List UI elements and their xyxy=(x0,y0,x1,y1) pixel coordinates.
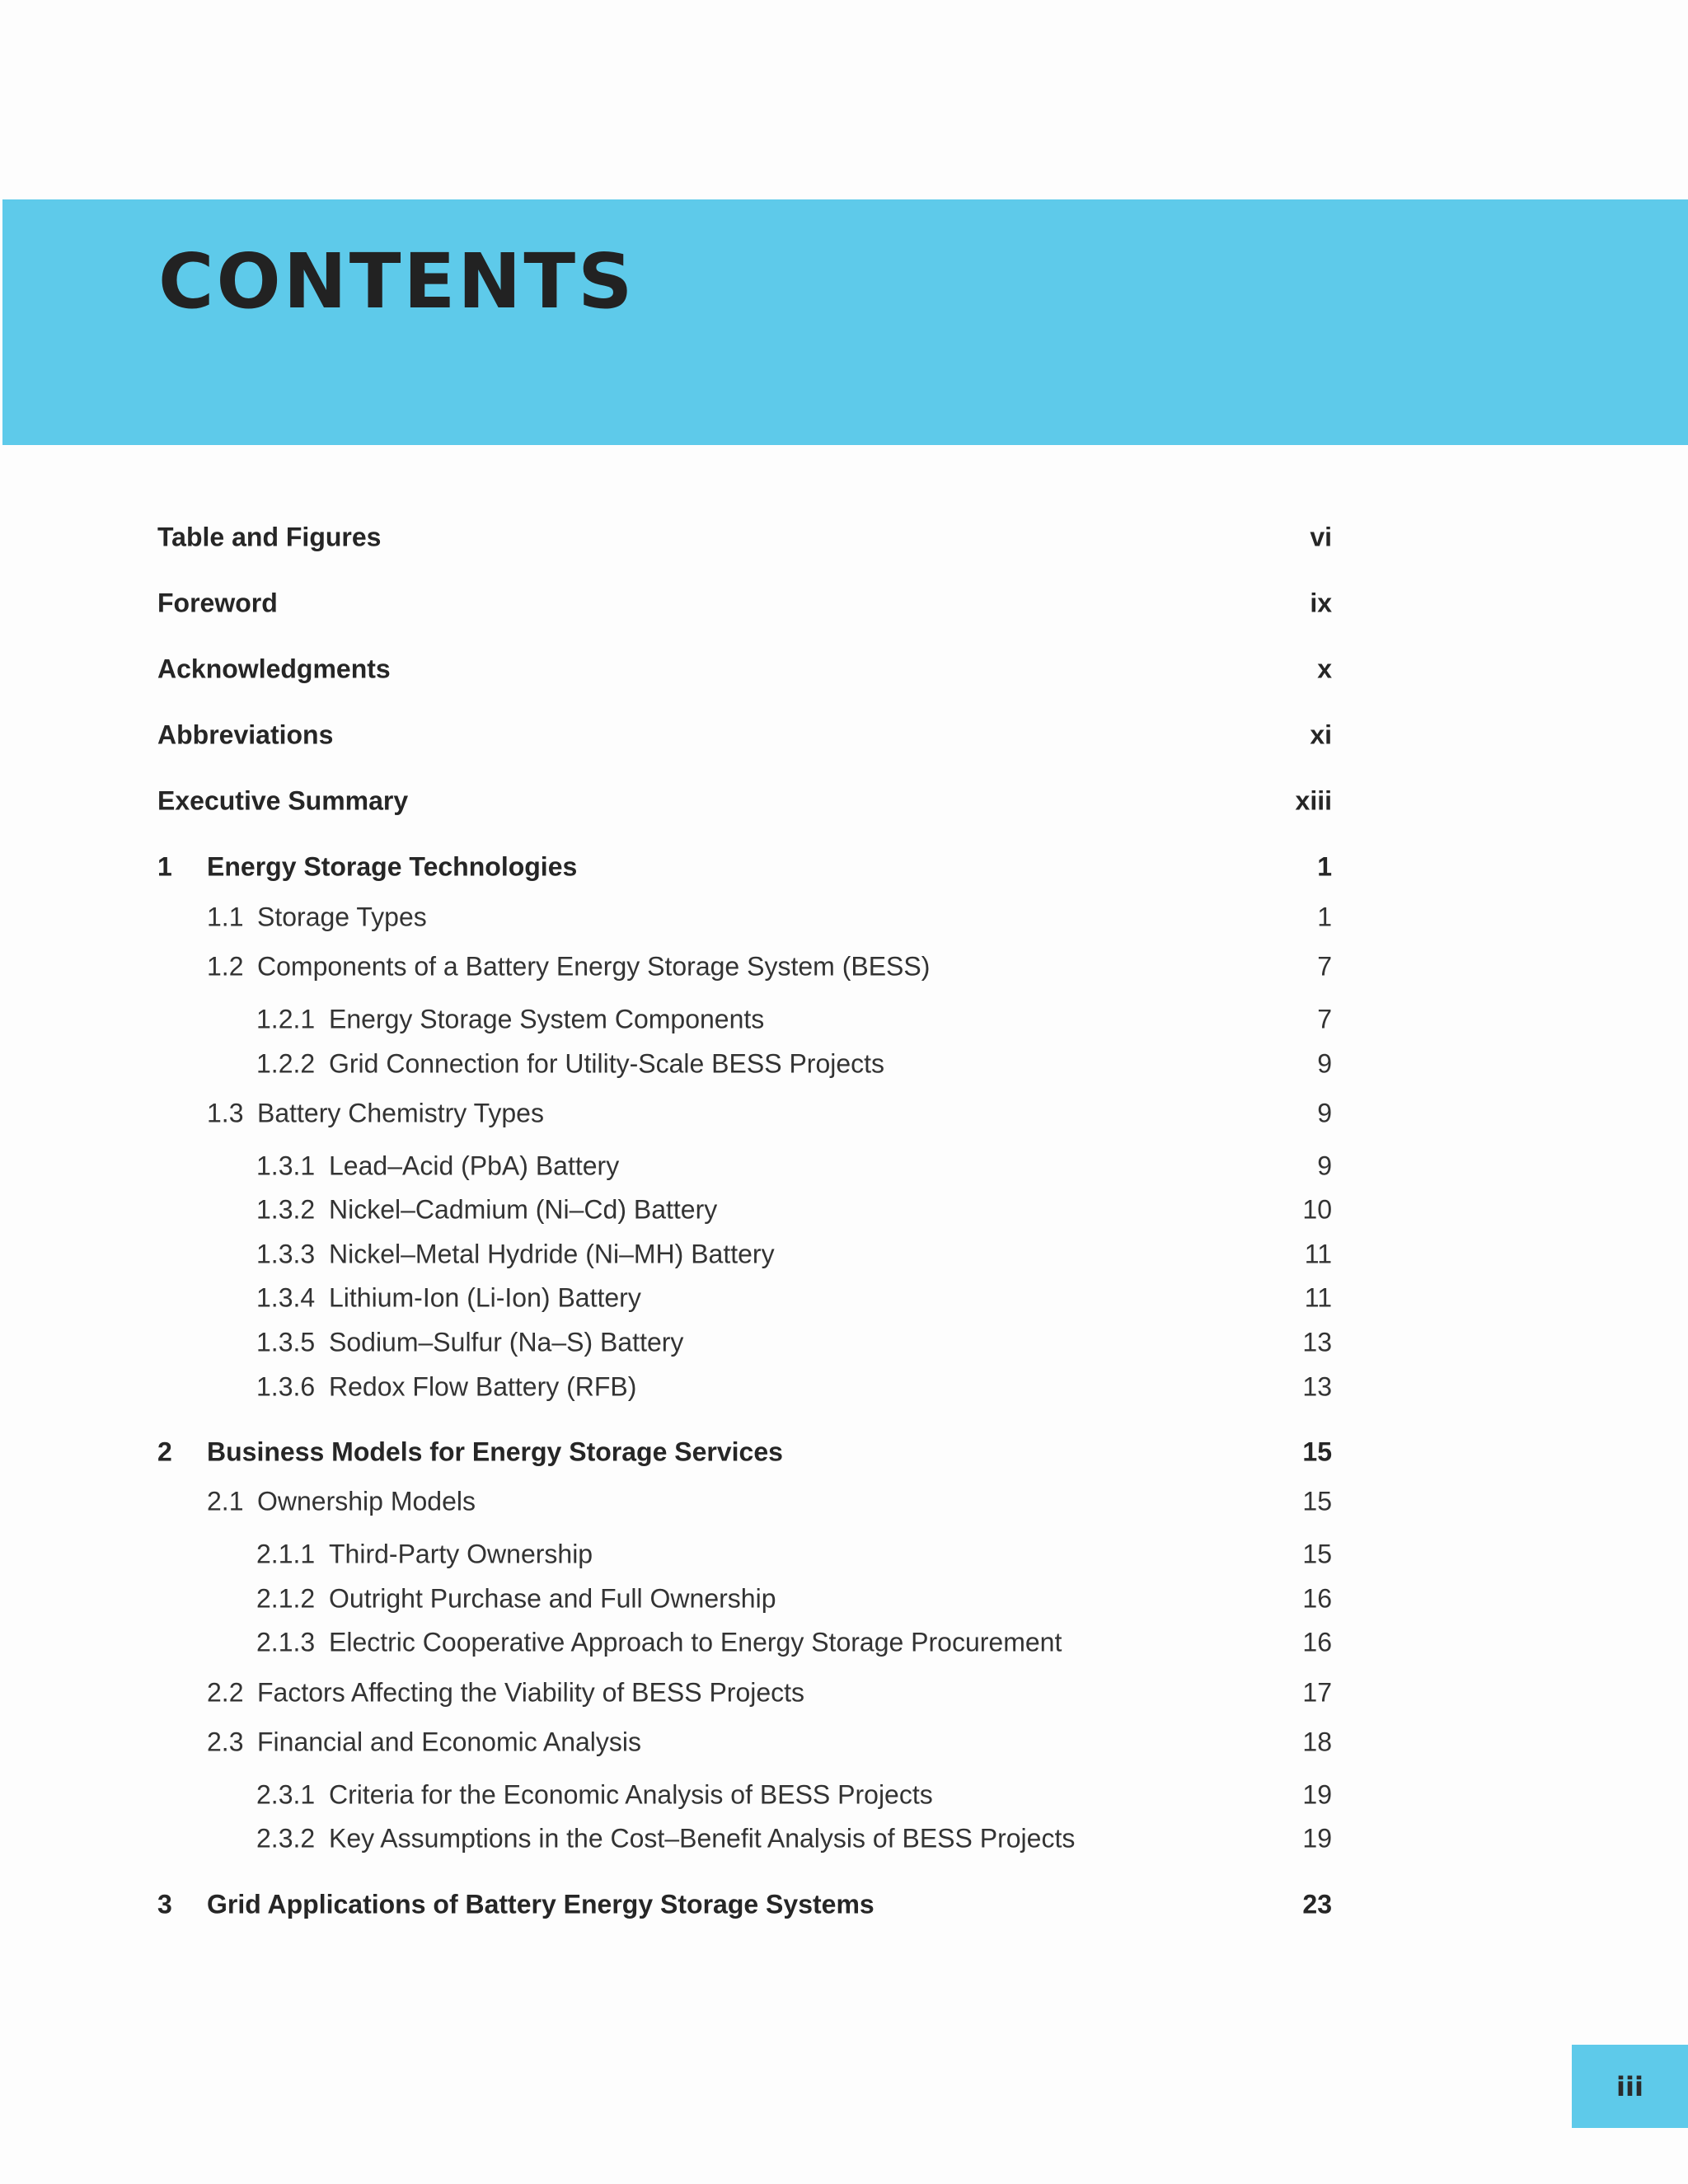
toc-entry[interactable] xyxy=(0,647,1688,691)
toc-entry-title: Sodium–Sulfur (Na–S) Battery xyxy=(329,1327,684,1357)
toc-entry-page: 1 xyxy=(1317,902,1332,932)
toc-entry-title: Grid Applications of Battery Energy Storage Systems xyxy=(207,1889,874,1919)
toc-entry-number: 2.1.1 xyxy=(256,1539,316,1569)
toc-entry[interactable] xyxy=(0,1671,1688,1715)
toc-entry-page: 19 xyxy=(1302,1823,1332,1854)
toc-entry-number: 1.2.1 xyxy=(256,1004,316,1034)
toc-entry[interactable] xyxy=(0,1144,1688,1188)
toc-entry[interactable] xyxy=(0,1320,1688,1365)
toc-entry-page: 7 xyxy=(1317,951,1332,982)
toc-entry-number: 1.3.6 xyxy=(256,1371,316,1402)
toc-entry-title: Acknowledgments xyxy=(157,654,391,684)
toc-entry-number: 1.3.3 xyxy=(256,1239,316,1269)
toc-entry[interactable] xyxy=(0,1773,1688,1817)
toc-entry-number: 1.3.4 xyxy=(256,1282,316,1313)
toc-entry-page: 11 xyxy=(1304,1239,1332,1269)
toc-entry-title: Business Models for Energy Storage Services xyxy=(207,1436,783,1467)
toc-entry-title: Criteria for the Economic Analysis of BESS Projects xyxy=(329,1779,933,1810)
toc-entry[interactable] xyxy=(0,1365,1688,1409)
toc-entry[interactable] xyxy=(0,845,1688,889)
toc-entry-page: 13 xyxy=(1302,1327,1332,1357)
toc-entry[interactable] xyxy=(0,1620,1688,1665)
toc-entry-page: 11 xyxy=(1304,1282,1332,1313)
toc-entry-title: Financial and Economic Analysis xyxy=(257,1727,642,1757)
toc-entry-page: xi xyxy=(1310,719,1332,750)
toc-entry[interactable] xyxy=(0,895,1688,940)
page-number: iii xyxy=(1616,2070,1643,2102)
toc-entry-number: 2.3.1 xyxy=(256,1779,316,1810)
toc-entry-number: 2.1.2 xyxy=(256,1583,316,1614)
page-number-tab xyxy=(1572,2045,1688,2128)
toc-entry-title: Energy Storage Technologies xyxy=(207,851,578,882)
toc-entry-title: Grid Connection for Utility-Scale BESS Projects xyxy=(329,1048,885,1079)
toc-entry-page: 15 xyxy=(1302,1486,1332,1516)
toc-entry[interactable] xyxy=(0,515,1688,560)
toc-entry-title: Third-Party Ownership xyxy=(329,1539,593,1569)
toc-entry-title: Redox Flow Battery (RFB) xyxy=(329,1371,637,1402)
toc-entry-page: x xyxy=(1317,654,1332,684)
toc-entry-page: xiii xyxy=(1295,785,1332,816)
toc-entry[interactable] xyxy=(0,1091,1688,1136)
toc-entry-number: 1.2.2 xyxy=(256,1048,316,1079)
toc-entry-title: Outright Purchase and Full Ownership xyxy=(329,1583,776,1614)
toc-entry-page: 19 xyxy=(1302,1779,1332,1810)
toc-entry-page: 7 xyxy=(1317,1004,1332,1034)
toc-entry-page: 18 xyxy=(1302,1727,1332,1757)
toc-entry[interactable] xyxy=(0,1276,1688,1320)
toc-entry-title: Ownership Models xyxy=(257,1486,476,1516)
toc-entry-number: 2.1 xyxy=(207,1486,244,1516)
toc-entry-page: 10 xyxy=(1302,1194,1332,1225)
toc-entry-number: 1.3 xyxy=(207,1098,244,1128)
toc-entry[interactable] xyxy=(0,944,1688,989)
toc-entry[interactable] xyxy=(0,1232,1688,1277)
toc-entry-title: Abbreviations xyxy=(157,719,334,750)
toc-entry-title: Lead–Acid (PbA) Battery xyxy=(329,1151,620,1181)
toc-entry-title: Lithium-Ion (Li-Ion) Battery xyxy=(329,1282,641,1313)
toc-entry-title: Storage Types xyxy=(257,902,427,932)
toc-entry-number: 3 xyxy=(157,1889,172,1919)
toc-entry-title: Battery Chemistry Types xyxy=(257,1098,544,1128)
toc-entry-page: 9 xyxy=(1317,1098,1332,1128)
toc-entry[interactable] xyxy=(0,581,1688,626)
toc-entry[interactable] xyxy=(0,1188,1688,1232)
toc-entry-number: 1 xyxy=(157,851,172,882)
toc-entry-number: 2.1.3 xyxy=(256,1627,316,1657)
toc-entry-page: 16 xyxy=(1302,1583,1332,1614)
toc-entry[interactable] xyxy=(0,713,1688,757)
toc-entry-page: 23 xyxy=(1302,1889,1332,1919)
toc-entry[interactable] xyxy=(0,997,1688,1042)
toc-entry-title: Nickel–Cadmium (Ni–Cd) Battery xyxy=(329,1194,718,1225)
toc-entry-title: Executive Summary xyxy=(157,785,409,816)
toc-entry[interactable] xyxy=(0,1479,1688,1524)
toc-entry[interactable] xyxy=(0,1042,1688,1086)
toc-entry-title: Foreword xyxy=(157,588,278,618)
page-title: CONTENTS xyxy=(158,237,635,326)
toc-entry-title: Key Assumptions in the Cost–Benefit Analysis of BESS Projects xyxy=(329,1823,1076,1854)
toc-entry-number: 1.2 xyxy=(207,951,244,982)
toc-entry-number: 1.3.1 xyxy=(256,1151,316,1181)
toc-entry-number: 1.1 xyxy=(207,902,244,932)
toc-entry[interactable] xyxy=(0,1430,1688,1474)
toc-entry-page: 1 xyxy=(1317,851,1332,882)
toc-entry[interactable] xyxy=(0,1532,1688,1577)
toc-entry-page: ix xyxy=(1310,588,1332,618)
toc-entry[interactable] xyxy=(0,1882,1688,1927)
toc-entry-title: Factors Affecting the Viability of BESS Projects xyxy=(257,1677,805,1708)
toc-entry-number: 2 xyxy=(157,1436,172,1467)
toc-entry-title: Electric Cooperative Approach to Energy Storage Procurement xyxy=(329,1627,1062,1657)
toc-entry-page: 15 xyxy=(1302,1539,1332,1569)
toc-entry-title: Table and Figures xyxy=(157,522,382,552)
toc-entry-page: 13 xyxy=(1302,1371,1332,1402)
toc-entry-page: 17 xyxy=(1302,1677,1332,1708)
toc-entry-page: 15 xyxy=(1302,1436,1332,1467)
toc-entry[interactable] xyxy=(0,779,1688,823)
toc-entry-number: 2.3.2 xyxy=(256,1823,316,1854)
toc-entry-number: 1.3.5 xyxy=(256,1327,316,1357)
toc-entry[interactable] xyxy=(0,1720,1688,1765)
toc-entry-title: Nickel–Metal Hydride (Ni–MH) Battery xyxy=(329,1239,775,1269)
toc-entry-number: 2.2 xyxy=(207,1677,244,1708)
toc-entry-number: 2.3 xyxy=(207,1727,244,1757)
toc-entry-page: 9 xyxy=(1317,1048,1332,1079)
toc-entry-title: Components of a Battery Energy Storage System (BESS) xyxy=(257,951,931,982)
toc-entry[interactable] xyxy=(0,1816,1688,1861)
toc-entry-number: 1.3.2 xyxy=(256,1194,316,1225)
toc-entry-page: 9 xyxy=(1317,1151,1332,1181)
toc-entry-page: vi xyxy=(1310,522,1332,552)
toc-entry[interactable] xyxy=(0,1577,1688,1621)
toc-entry-title: Energy Storage System Components xyxy=(329,1004,765,1034)
toc-entry-page: 16 xyxy=(1302,1627,1332,1657)
